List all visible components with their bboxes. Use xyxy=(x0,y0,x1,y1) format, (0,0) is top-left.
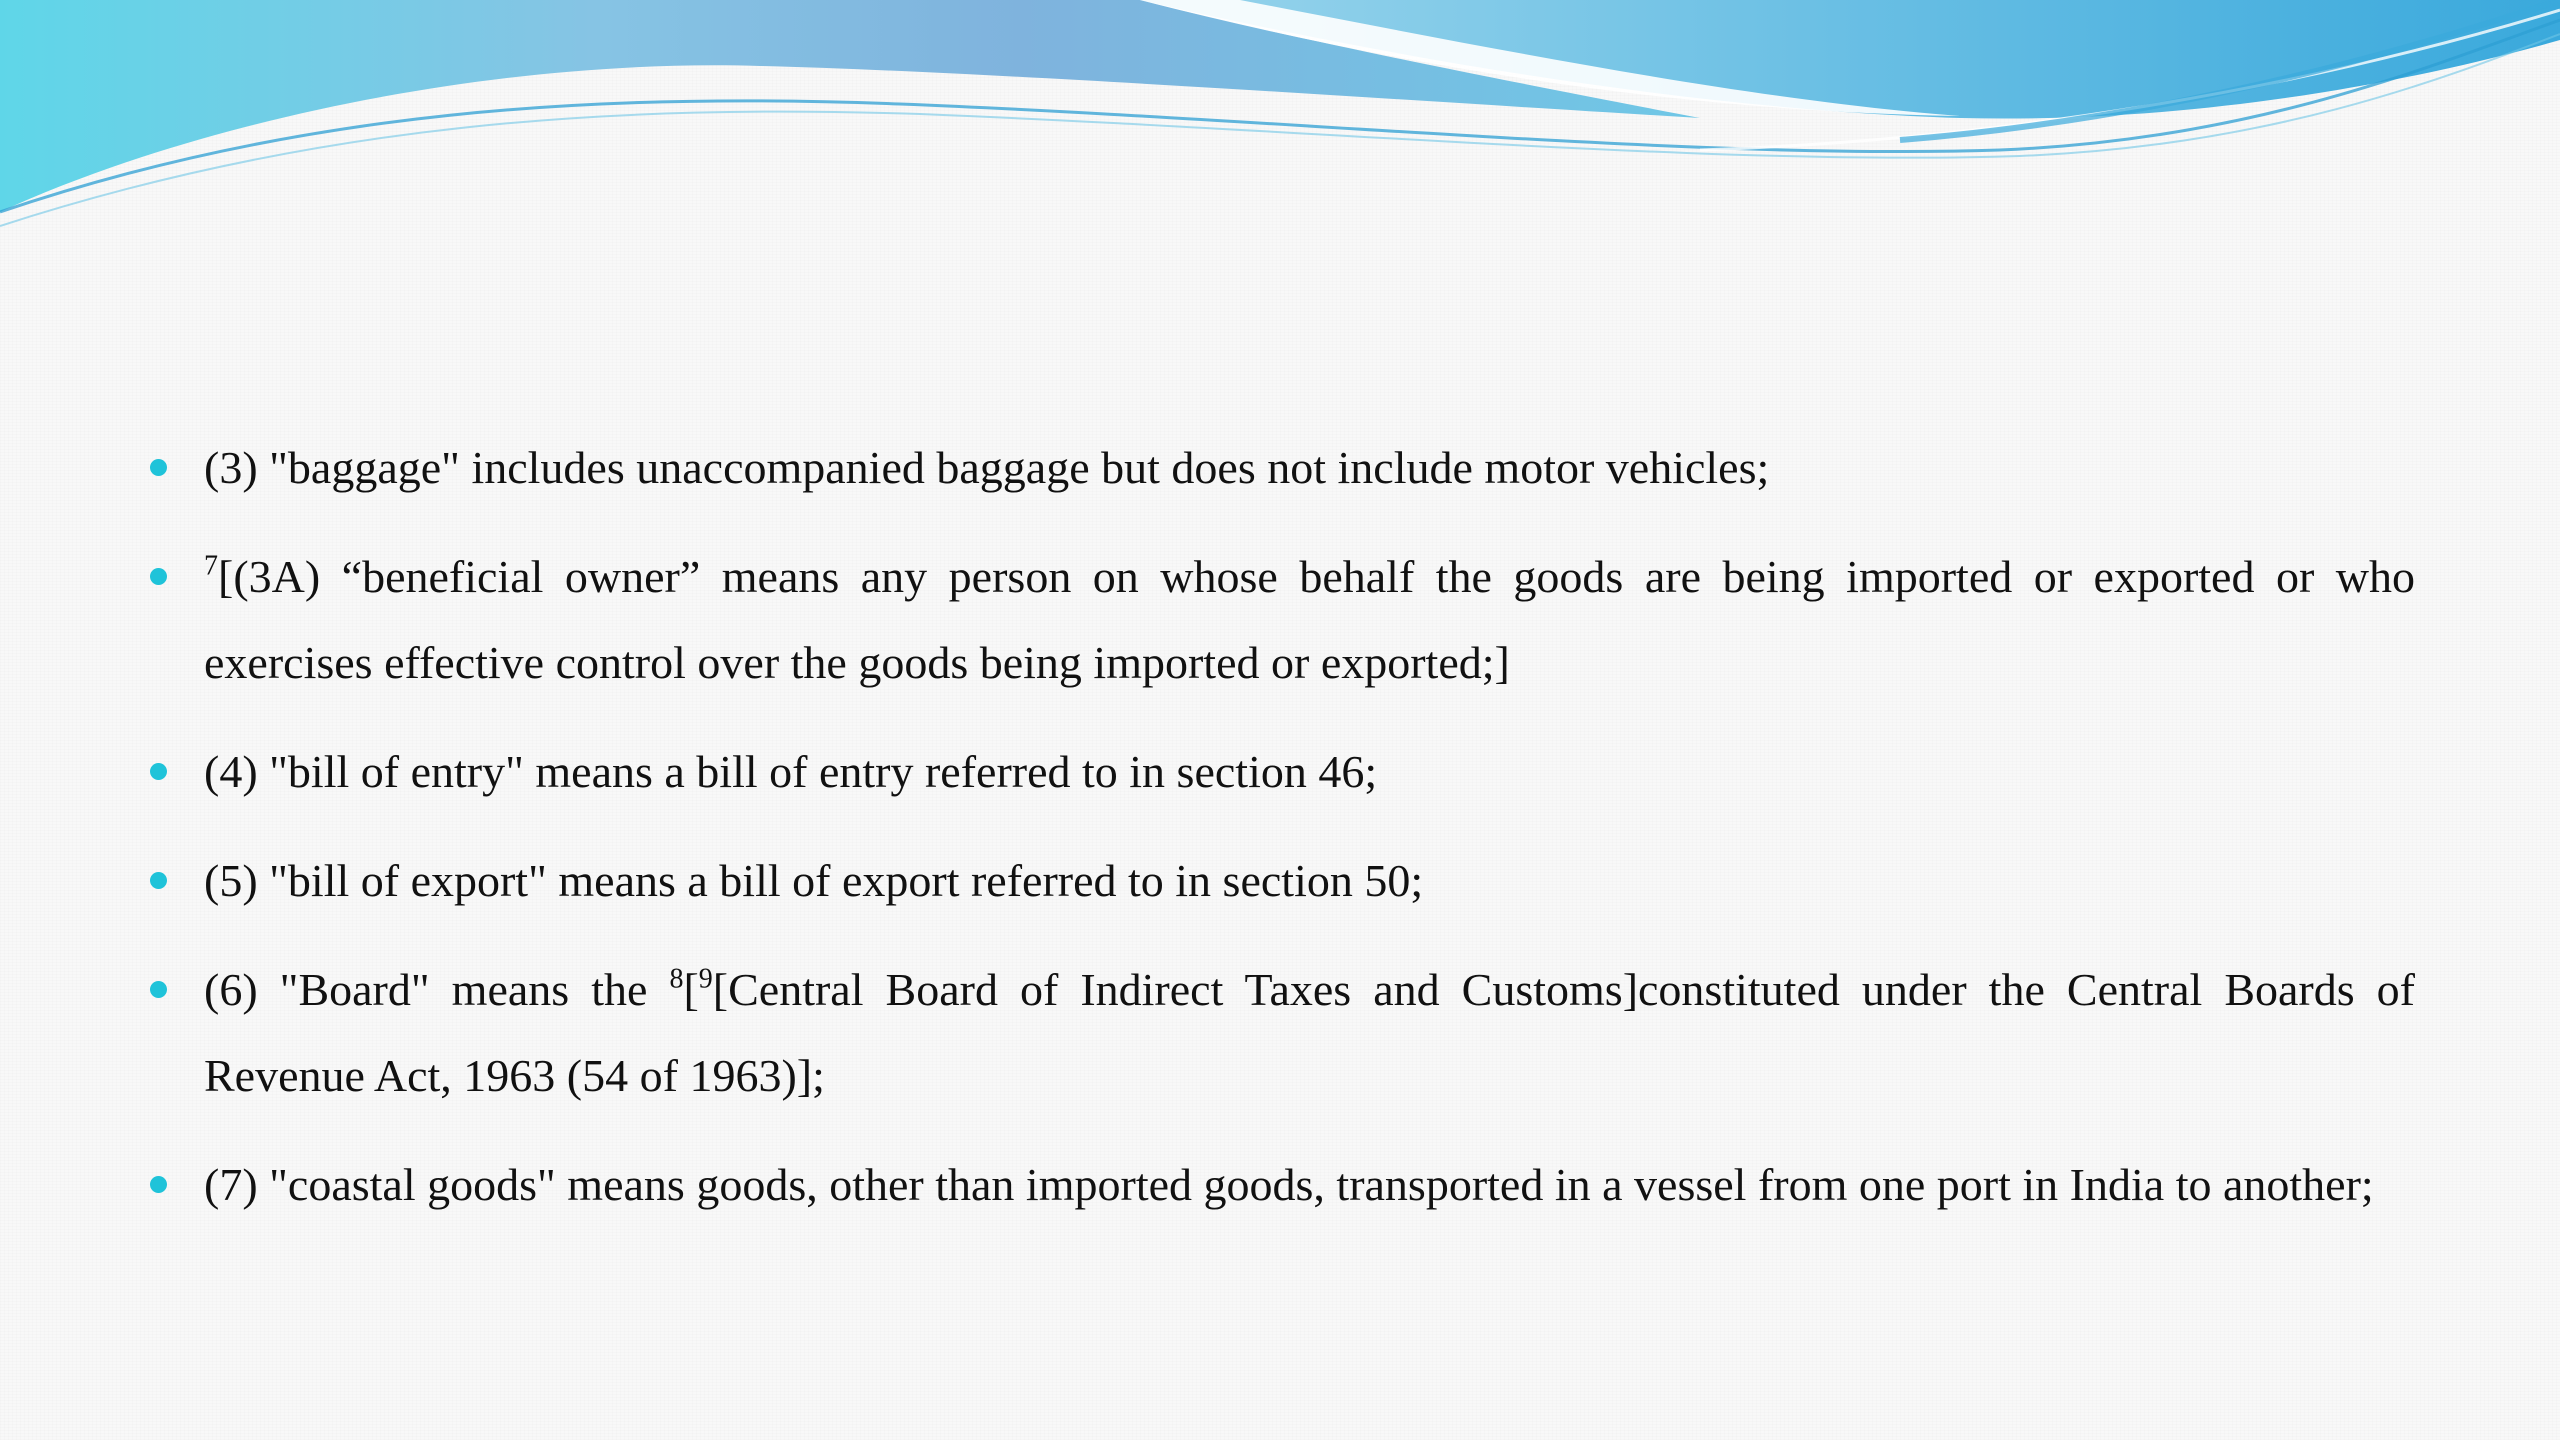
bullet-list xyxy=(145,425,2415,1251)
footnote-marker: 9 xyxy=(698,963,713,995)
bullet-marker xyxy=(150,763,167,780)
bullet-marker xyxy=(150,568,167,585)
footnote-marker: 8 xyxy=(669,963,684,995)
bullet-marker xyxy=(150,1176,167,1193)
list-item xyxy=(145,534,2415,706)
item-text: (7) "coastal goods" means goods, other than imported goods, transported in a vessel from one port in India to another; xyxy=(204,1159,2374,1210)
bullet-marker xyxy=(150,459,167,476)
wave-header-decoration xyxy=(0,0,2560,240)
list-item xyxy=(145,947,2415,1119)
list-item xyxy=(145,425,2415,511)
list-item xyxy=(145,729,2415,815)
bullet-marker xyxy=(150,981,167,998)
item-text: (3) "baggage" includes unaccompanied baggage but does not include motor vehicles; xyxy=(204,442,1770,493)
item-text-bracket: [ xyxy=(683,964,699,1015)
item-text-prefix: (6) "Board" means the xyxy=(204,964,670,1015)
footnote-marker: 7 xyxy=(204,550,218,582)
item-text: [(3A) “beneficial owner” means any person on whose behalf the goods are being imported or exported or who exercises effective control over the goods being imported or exported;] xyxy=(204,551,2415,688)
item-text: (5) "bill of export" means a bill of export referred to in section 50; xyxy=(204,855,1424,906)
list-item xyxy=(145,838,2415,924)
item-text: [Central Board of Indirect Taxes and Customs]constituted under the Central Boards of Revenue Act, 1963 (54 of 1963)]; xyxy=(204,964,2415,1101)
bullet-marker xyxy=(150,872,167,889)
list-item xyxy=(145,1142,2415,1228)
item-text: (4) "bill of entry" means a bill of entry referred to in section 46; xyxy=(204,746,1378,797)
